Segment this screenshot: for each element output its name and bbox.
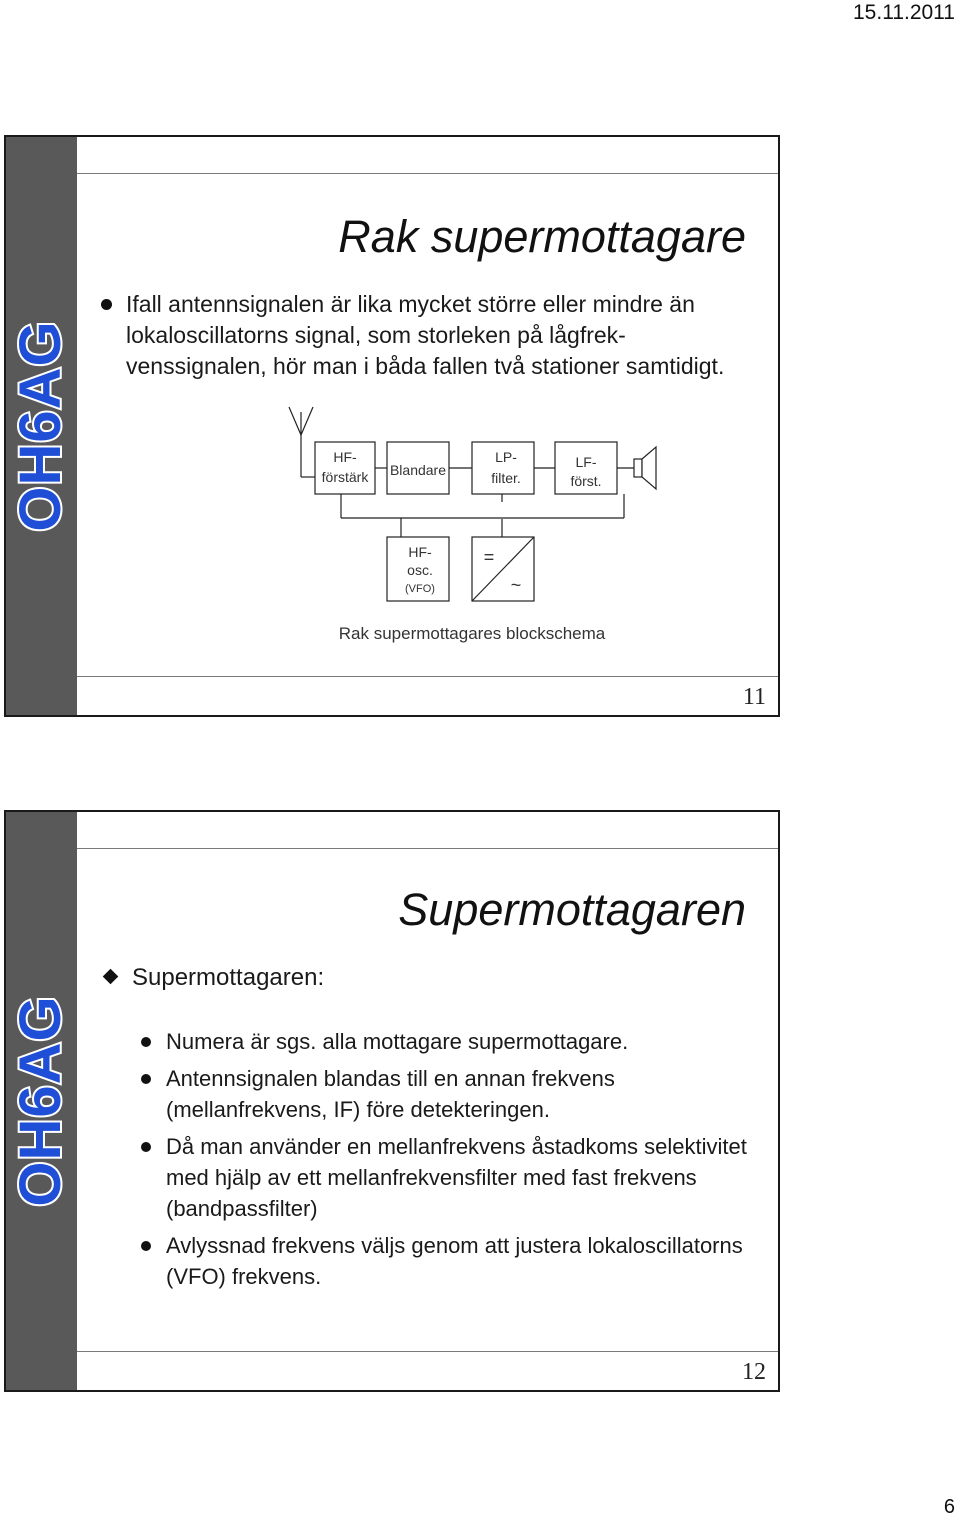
lf-amplifier-label: LF- <box>575 454 597 470</box>
hf-amplifier-label: HF- <box>333 449 357 465</box>
hf-oscillator-label: HF- <box>408 544 432 560</box>
hf-oscillator-label: (VFO) <box>405 583 435 595</box>
slide-sidebar <box>6 812 77 1390</box>
rectifier-dc-symbol: = <box>483 547 495 567</box>
bullet-dot-icon <box>141 1074 151 1084</box>
bullet-dot-icon <box>141 1037 151 1047</box>
lp-filter-label: LP- <box>495 449 517 465</box>
diagram-caption: Rak supermottagares blockschema <box>338 624 606 643</box>
bullet-list <box>166 1026 766 1298</box>
speaker-icon <box>634 447 656 489</box>
slide-title: Supermottagaren <box>398 884 746 935</box>
diamond-bullet-icon <box>103 969 119 985</box>
slide-11 <box>4 135 780 717</box>
mixer-label: Blandare <box>389 462 447 478</box>
slide-number: 11 <box>742 684 766 710</box>
list-item: Avlyssnad frekvens väljs genom att justera lokaloscillatorns (VFO) frekvens. <box>166 1230 766 1292</box>
lp-filter-label: filter. <box>491 470 521 486</box>
list-item: Då man använder en mellanfrekvens åstadkoms selektivitet med hjälp av ett mellanfrekvensfilter med fast frekvens (bandpassfilter) <box>166 1131 766 1224</box>
list-item: Antennsignalen blandas till en annan frekvens (mellanfrekvens, IF) före detekteringen. <box>166 1063 766 1125</box>
rectifier-ac-symbol: ~ <box>510 575 522 595</box>
svg-text:OH6AG: OH6AG <box>7 995 73 1207</box>
antenna-icon <box>289 407 315 477</box>
slide-number: 12 <box>742 1359 766 1385</box>
page-date: 15.11.2011 <box>853 1 955 24</box>
top-rule <box>77 848 778 849</box>
slide-title: Rak supermottagare <box>338 211 746 262</box>
bullet-dot-icon <box>141 1241 151 1251</box>
svg-text:OH6AG: OH6AG <box>7 320 73 532</box>
hf-amplifier-label: förstärk <box>321 469 369 485</box>
bottom-rule <box>77 676 778 677</box>
bottom-rule <box>77 1351 778 1352</box>
section-heading: Supermottagaren: <box>132 964 324 992</box>
list-item: Numera är sgs. alla mottagare supermottagare. <box>166 1026 766 1057</box>
list-item: Ifall antennsignalen är lika mycket större eller mindre än lokaloscillatorns signal, som storleken på lågfrek-venssignalen, hör man i båda fallen två stationer samtidigt. <box>126 289 746 382</box>
bullet-dot-icon <box>141 1142 151 1152</box>
slide-12 <box>4 810 780 1392</box>
block-diagram <box>6 137 778 715</box>
page-number: 6 <box>943 1496 955 1518</box>
hf-oscillator-label: osc. <box>407 562 433 578</box>
lf-amplifier-label: först. <box>570 473 602 489</box>
